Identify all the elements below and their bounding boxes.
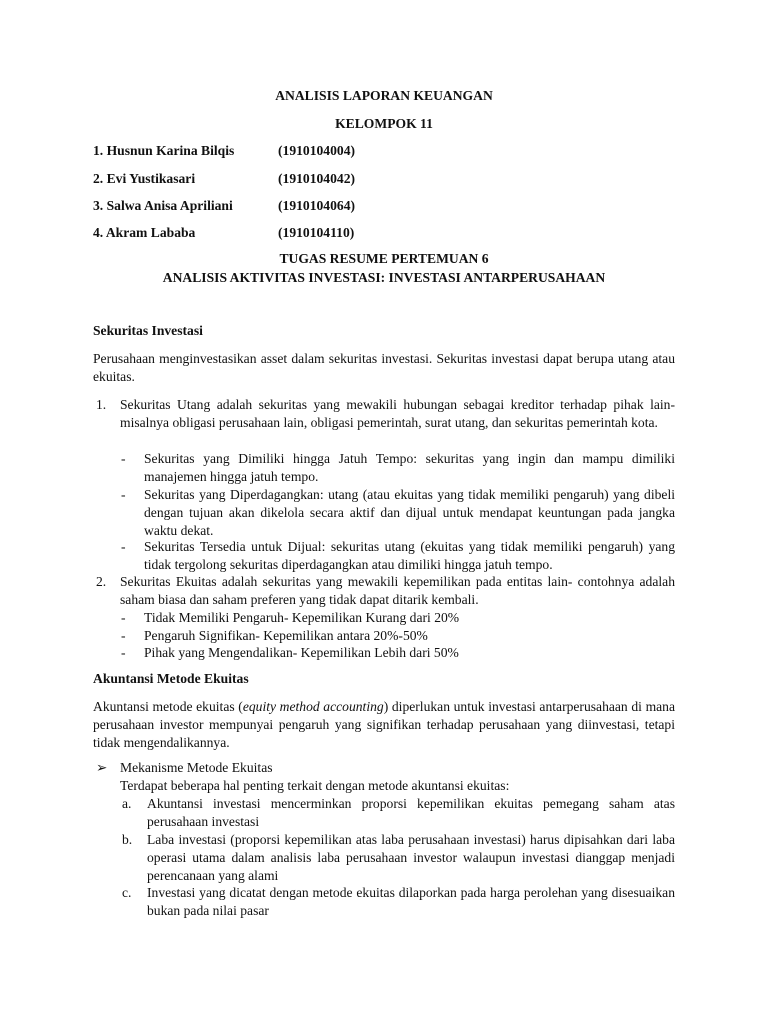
member-name: 4. Akram Lababa xyxy=(93,225,196,240)
intro-text-post: ) diperlukan untuk investasi antarperusahaan di mana perusahaan investor mempunyai pengaruh yang signifikan terhadap perusahaan yang diinvestasi, tetapi tidak mengendalikannya. xyxy=(93,699,676,750)
sub-list-item xyxy=(144,486,675,540)
section-intro-paragraph xyxy=(93,350,675,386)
dash-marker: - xyxy=(121,451,126,466)
sub-item-text: Pihak yang Mengendalikan- Kepemilikan Lebih dari 50% xyxy=(144,645,459,660)
sub-list-item xyxy=(144,627,675,645)
member-id: (1910104004) xyxy=(278,143,356,158)
list-item-text: Sekuritas Utang adalah sekuritas yang mewakili hubungan sebagai kreditor terhadap pihak lain- misalnya obligasi perusahaan lain, obligasi pemerintah, surat utang, dan sekuritas pemerintah kota. xyxy=(120,397,675,430)
list-item-text: Sekuritas Ekuitas adalah sekuritas yang mewakili kepemilikan pada entitas lain- contohnya adalah saham biasa dan saham preferen yang tidak dapat ditarik kembali. xyxy=(120,574,675,607)
dash-marker: - xyxy=(121,628,126,643)
sub-item-text: Sekuritas yang Diperdagangkan: utang (atau ekuitas yang tidak memiliki pengaruh) yang dibeli dengan tujuan akan dikelola secara aktif dan dijual untuk mendapat keuntungan pada jangka waktu dekat. xyxy=(144,487,675,538)
member-name: 3. Salwa Anisa Apriliani xyxy=(93,198,233,213)
letter-marker: a. xyxy=(122,796,132,811)
sub-list-item xyxy=(144,644,675,662)
lettered-item xyxy=(147,795,675,831)
lettered-item-text: Laba investasi (proporsi kepemilikan atas laba perusahaan investasi) harus dipisahkan dari laba operasi utama dalam analisis laba perusahaan investor walaupun investasi dianggap menjadi perencanaan yang alami xyxy=(147,832,675,883)
section-intro-paragraph xyxy=(93,698,675,752)
arrow-bullet-icon: ➢ xyxy=(96,760,108,775)
sub-item-text: Pengaruh Signifikan- Kepemilikan antara 20%-50% xyxy=(144,628,428,643)
member-id: (1910104042) xyxy=(278,171,356,186)
member-row xyxy=(93,224,354,242)
lettered-item xyxy=(147,831,675,885)
sub-list-item xyxy=(144,609,675,627)
sub-list-item xyxy=(144,538,675,574)
dash-marker: - xyxy=(121,610,126,625)
section-heading-akuntansi: Akuntansi Metode Ekuitas xyxy=(93,671,249,686)
bullet-title: Mekanisme Metode Ekuitas xyxy=(120,760,273,775)
dash-marker: - xyxy=(121,645,126,660)
list-number: 2. xyxy=(96,574,107,589)
letter-marker: b. xyxy=(122,832,133,847)
list-number: 1. xyxy=(96,397,107,412)
lettered-item xyxy=(147,884,675,920)
member-row xyxy=(93,170,355,188)
letter-marker: c. xyxy=(122,885,132,900)
assignment-subtitle: ANALISIS AKTIVITAS INVESTASI: INVESTASI ANTARPERUSAHAAN xyxy=(162,270,606,285)
sub-item-text: Sekuritas Tersedia untuk Dijual: sekuritas utang (ekuitas yang tidak memiliki pengaruh) yang tidak tergolong sekuritas diperdagangkan atau dimiliki hingga jatuh tempo. xyxy=(144,539,675,572)
intro-text: Perusahaan menginvestasikan asset dalam sekuritas investasi. Sekuritas investasi dapat berupa utang atau ekuitas. xyxy=(93,351,675,384)
list-item xyxy=(120,573,675,609)
lettered-item-text: Investasi yang dicatat dengan metode ekuitas dilaporkan pada harga perolehan yang disesuaikan bukan pada nilai pasar xyxy=(147,885,675,918)
sub-list-item xyxy=(144,450,675,486)
member-id: (1910104064) xyxy=(278,198,356,213)
section-heading-sekuritas: Sekuritas Investasi xyxy=(93,323,203,338)
member-id: (1910104110) xyxy=(278,225,355,240)
intro-text-italic: equity method accounting xyxy=(242,699,384,714)
group-label: KELOMPOK 11 xyxy=(335,116,433,131)
member-row xyxy=(93,142,355,160)
intro-text xyxy=(93,698,675,752)
dash-marker: - xyxy=(121,487,126,502)
list-item xyxy=(120,396,675,432)
assignment-title: TUGAS RESUME PERTEMUAN 6 xyxy=(279,251,489,266)
bullet-intro: Terdapat beberapa hal penting terkait dengan metode akuntansi ekuitas: xyxy=(120,778,510,793)
intro-text-pre: Akuntansi metode ekuitas ( xyxy=(93,699,243,714)
dash-marker: - xyxy=(121,539,126,554)
member-name: 1. Husnun Karina Bilqis xyxy=(93,143,235,158)
member-name: 2. Evi Yustikasari xyxy=(93,171,196,186)
sub-item-text: Sekuritas yang Dimiliki hingga Jatuh Tempo: sekuritas yang ingin dan mampu dimiliki manajemen hingga jatuh tempo. xyxy=(144,451,675,484)
lettered-item-text: Akuntansi investasi mencerminkan proporsi kepemilikan ekuitas pemegang saham atas perusahaan investasi xyxy=(147,796,675,829)
member-row xyxy=(93,197,355,215)
document-title: ANALISIS LAPORAN KEUANGAN xyxy=(275,88,493,103)
sub-item-text: Tidak Memiliki Pengaruh- Kepemilikan Kurang dari 20% xyxy=(144,610,460,625)
